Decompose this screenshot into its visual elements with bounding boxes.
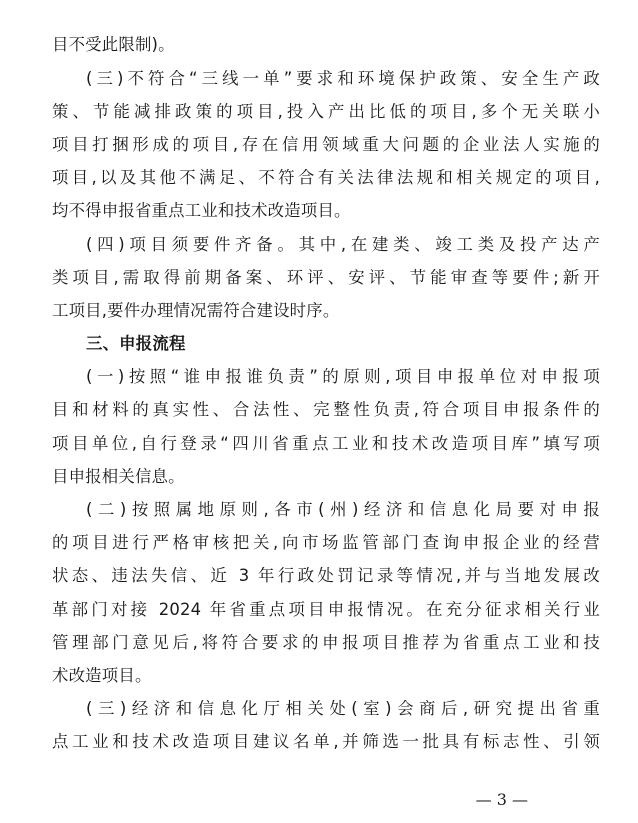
section-heading: 三、申报流程 [86, 334, 186, 353]
process-paragraph-2-line: 革部门对接 2024 年省重点项目申报情况。在充分征求相关行业 [52, 600, 600, 619]
process-paragraph-2-line: 状态、违法失信、近 3 年行政处罚记录等情况,并与当地发展改 [52, 566, 600, 585]
paragraph-4-line: (四)项目须要件齐备。其中,在建类、竣工类及投产达产 [86, 235, 600, 254]
process-paragraph-2-line: (二)按照属地原则,各市(州)经济和信息化局要对申报 [86, 500, 600, 519]
paragraph-4-line: 类项目,需取得前期备案、环评、安评、节能审查等要件;新开 [52, 268, 600, 287]
paragraph-3-line: 项目打捆形成的项目,存在信用领域重大问题的企业法人实施的 [52, 135, 600, 154]
paragraph-3-line: 均不得申报省重点工业和技术改造项目。 [52, 201, 351, 220]
process-paragraph-1-line: (一)按照“谁申报谁负责”的原则,项目申报单位对申报项 [86, 367, 600, 386]
process-paragraph-2-line: 的项目进行严格审核把关,向市场监管部门查询申报企业的经营 [52, 533, 600, 552]
process-paragraph-1-line: 目和材料的真实性、合法性、完整性负责,符合项目申报条件的 [52, 400, 600, 419]
process-paragraph-2-line: 术改造项目。 [52, 666, 152, 685]
paragraph-3-line: 项目,以及其他不满足、不符合有关法律法规和相关规定的项目, [52, 168, 600, 187]
process-paragraph-3-line: (三)经济和信息化厅相关处(室)会商后,研究提出省重 [86, 699, 600, 718]
process-paragraph-1-line: 目申报相关信息。 [52, 467, 185, 486]
process-paragraph-3-line: 点工业和技术改造项目建议名单,并筛选一批具有标志性、引领 [52, 732, 600, 751]
process-paragraph-1-line: 项目单位,自行登录“四川省重点工业和技术改造项目库”填写项 [52, 434, 600, 453]
text-line-continuation: 目不受此限制)。 [52, 35, 175, 54]
process-paragraph-2-line: 管理部门意见后,将符合要求的申报项目推荐为省重点工业和技 [52, 633, 600, 652]
paragraph-3-line: (三)不符合“三线一单”要求和环境保护政策、安全生产政 [86, 69, 600, 88]
page-number: — 3 — [475, 790, 528, 809]
paragraph-3-line: 策、节能减排政策的项目,投入产出比低的项目,多个无关联小 [52, 102, 600, 121]
paragraph-4-line: 工项目,要件办理情况需符合建设时序。 [52, 301, 340, 320]
